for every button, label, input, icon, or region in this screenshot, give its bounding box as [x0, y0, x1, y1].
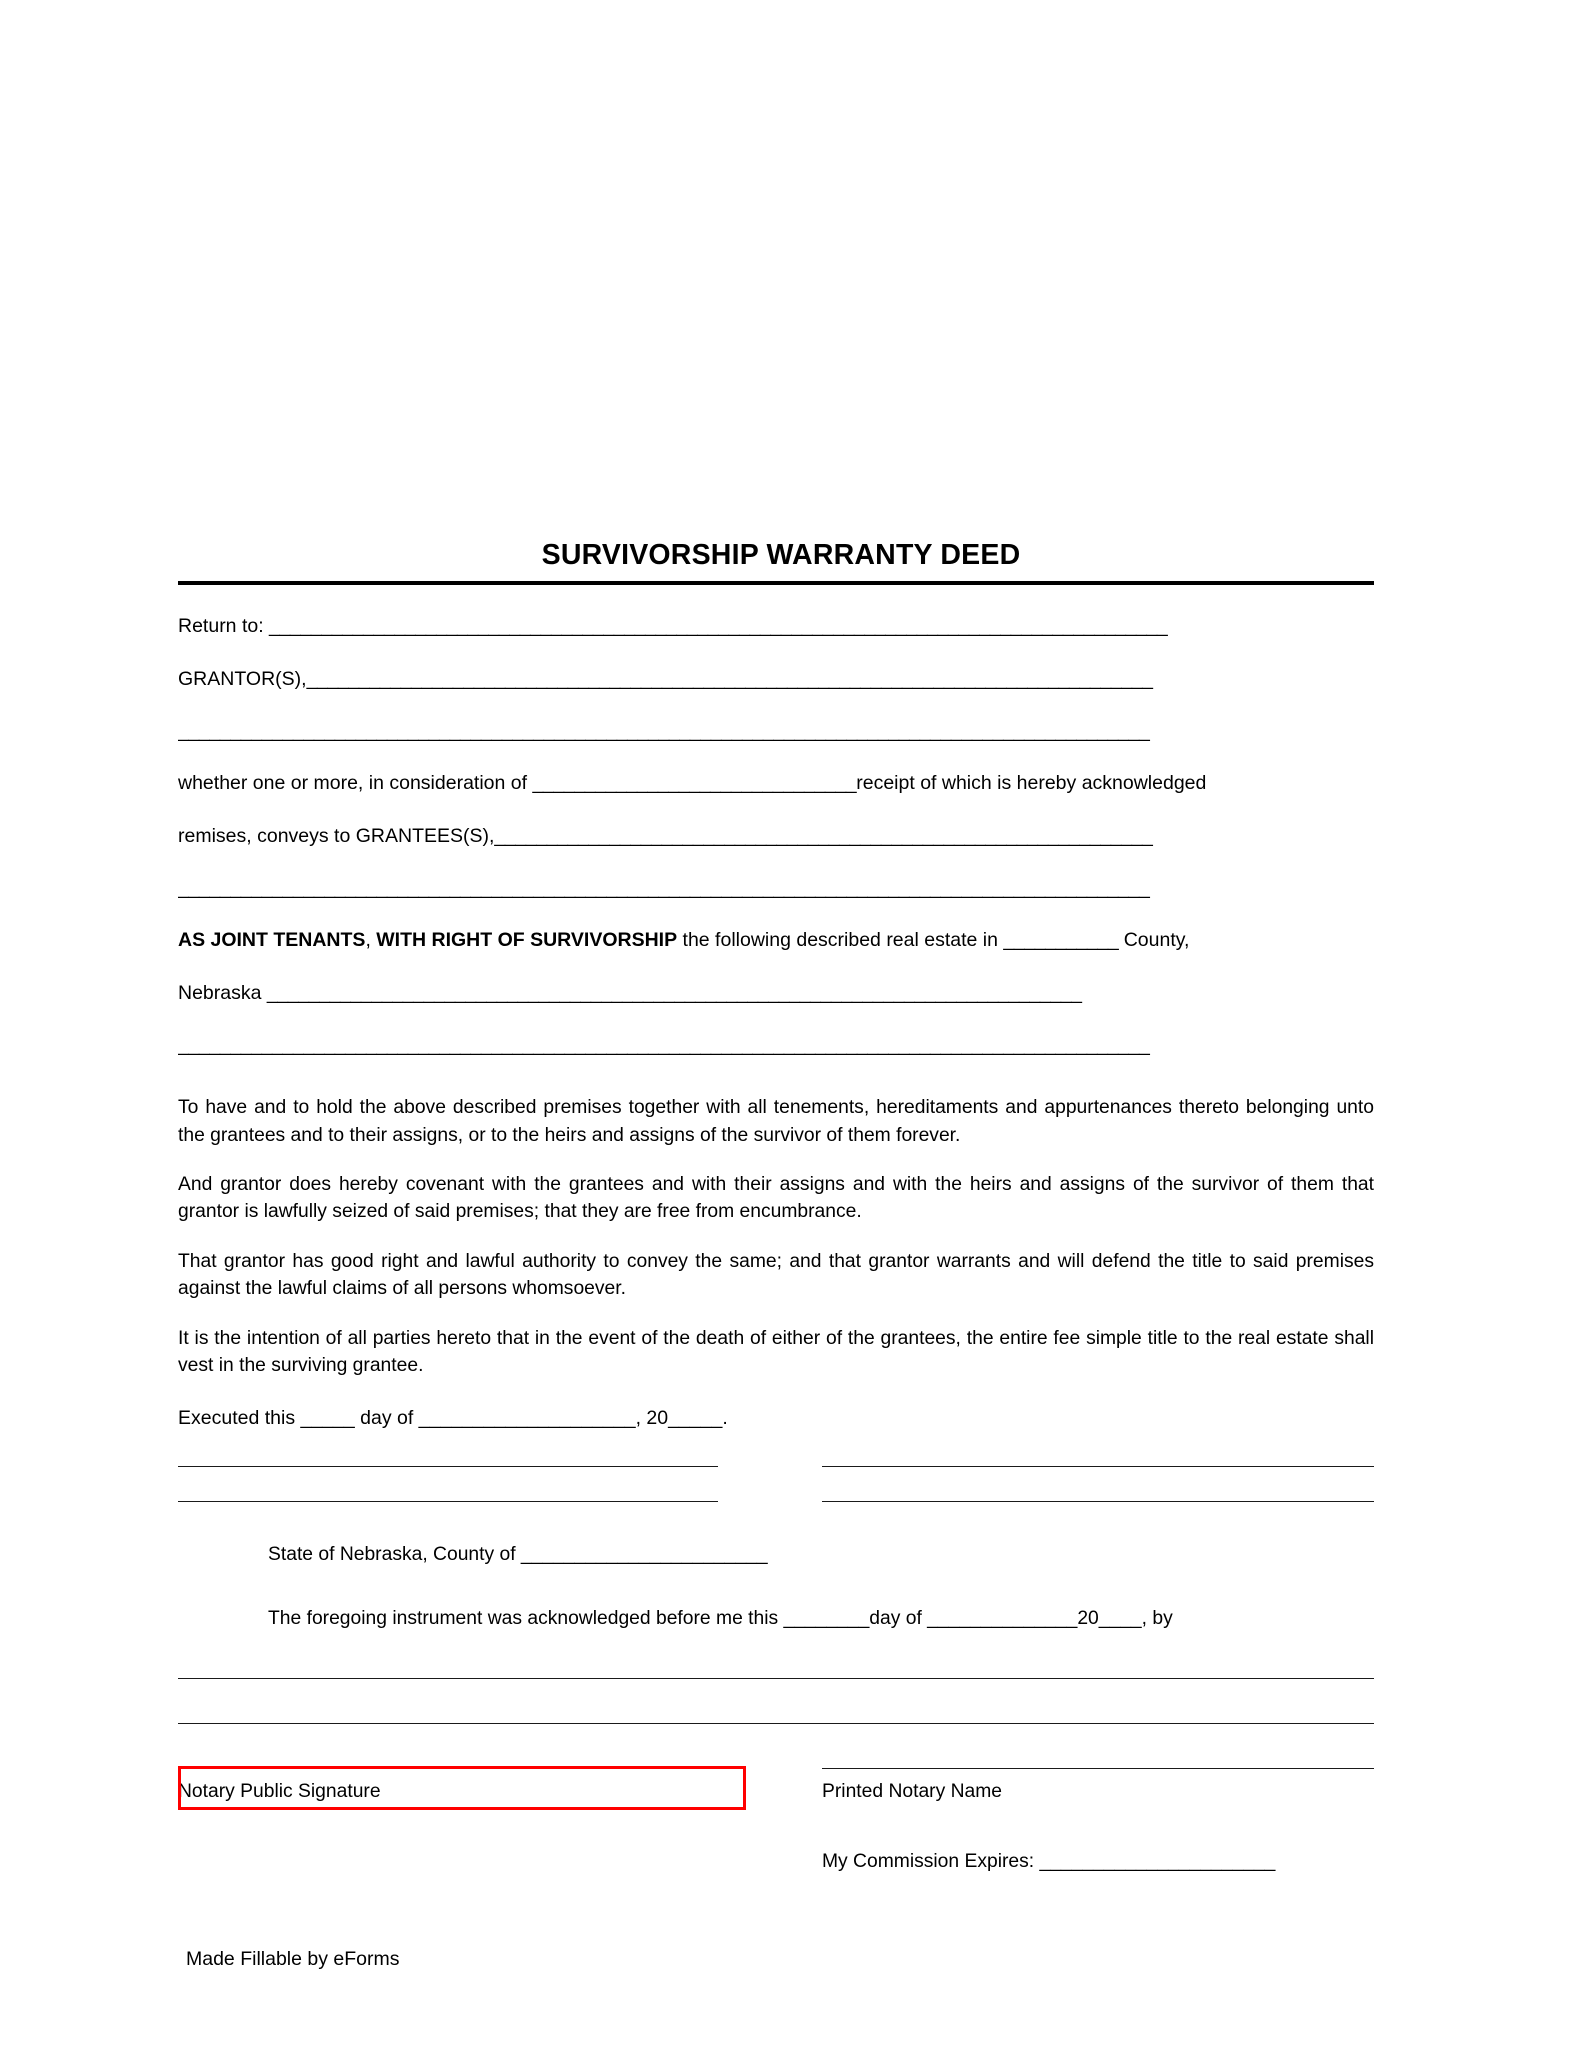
nebraska-blank[interactable]: ______________________________________________________________________________	[266, 981, 1082, 1004]
page-title: SURVIVORSHIP WARRANTY DEED	[541, 539, 1021, 571]
consideration-label: whether one or more, in consideration of	[178, 772, 533, 795]
grantees-line-2	[178, 875, 1374, 901]
deed-body	[178, 540, 1374, 1873]
joint-tenants-line	[178, 927, 1374, 953]
grantors-line-2	[178, 718, 1374, 744]
grantees-blank[interactable]: _______________________________________________________________	[494, 824, 1153, 847]
notary-signature-label: Notary Public Signature	[178, 1780, 381, 1802]
grantor-signature-rule-left-2[interactable]	[178, 1501, 718, 1502]
county-word: County,	[1118, 929, 1190, 952]
printed-notary-name-rule[interactable]	[822, 1768, 1374, 1769]
return-to-line	[178, 613, 1374, 639]
return-to-blank[interactable]: ______________________________________________________________________________________	[269, 615, 1168, 638]
state-county-line[interactable]: State of Nebraska, County of _______________________	[268, 1543, 768, 1565]
consideration-line	[178, 770, 1374, 796]
grantor-signature-rule-left-1[interactable]	[178, 1466, 718, 1467]
paragraph-survivorship-intent: It is the intention of all parties hereto that in the event of the death of either of the grantees, the entire fee simple title to the real estate shall vest in the surviving grantee.	[178, 1327, 1374, 1376]
nebraska-label: Nebraska	[178, 981, 267, 1004]
printed-notary-name-label: Printed Notary Name	[822, 1780, 1003, 1802]
grantor-signature-rules-row-1	[178, 1466, 1374, 1467]
notary-block	[178, 1542, 1374, 1632]
spacer	[178, 1080, 1374, 1094]
paragraph-warranty: That grantor has good right and lawful authority to convey the same; and that grantor warrants and will defend the title to said premises against the lawful claims of all persons whomsoever.	[178, 1250, 1374, 1300]
grantees-blank-2[interactable]: _____________________________________________________________________________________________	[178, 876, 1150, 899]
grantors-blank-2[interactable]: _____________________________________________________________________________________________	[178, 719, 1150, 742]
paragraph-covenant: And grantor does hereby covenant with the grantees and with their assigns and with the heirs and assigns of the survivor of them that grantor is lawfully seized of said premises; that they are free from encumbrance.	[178, 1173, 1374, 1223]
title-divider	[178, 581, 1374, 585]
notary-text-rule-2[interactable]	[178, 1723, 1374, 1724]
grantees-line	[178, 823, 1374, 849]
grantors-blank[interactable]: _________________________________________________________________________________	[306, 667, 1153, 690]
footer-credit: Made Fillable by eForms	[186, 1948, 400, 1970]
joint-tenants-rest: the following described real estate in	[677, 929, 1004, 952]
nebraska-blank-2[interactable]: _____________________________________________________________________________________________	[178, 1033, 1150, 1056]
executed-line[interactable]: Executed this _____ day of ____________________, 20_____.	[178, 1407, 728, 1430]
paragraph-to-have-and-to-hold: To have and to hold the above described premises together with all tenements, hereditaments and appurtenances thereto belonging unto the grantees and to their assigns, or to the heirs and assigns of the survivor of them forever.	[178, 1097, 1374, 1146]
grantor-signature-rule-right-2[interactable]	[822, 1501, 1374, 1502]
consideration-suffix: receipt of which is hereby acknowledged	[856, 772, 1207, 795]
nebraska-line	[178, 980, 1374, 1006]
grantor-signature-rules-row-2	[178, 1501, 1374, 1502]
grantees-label: remises, conveys to GRANTEES(S),	[178, 824, 495, 847]
nebraska-line-2	[178, 1032, 1374, 1058]
grantors-label: GRANTOR(S),	[178, 667, 307, 690]
joint-tenants-comma: ,	[365, 929, 377, 952]
county-blank[interactable]: ___________	[1003, 929, 1119, 952]
return-to-label: Return to:	[178, 615, 270, 638]
acknowledgement-line[interactable]: The foregoing instrument was acknowledged before me this ________day of ______________20____, by	[268, 1607, 1173, 1629]
grantors-line	[178, 666, 1374, 692]
commission-expires-line[interactable]: My Commission Expires: ______________________	[822, 1850, 1276, 1872]
notary-text-rule-1[interactable]	[178, 1678, 1374, 1679]
notary-signature-field[interactable]	[178, 1766, 746, 1810]
grantor-signature-rule-right-1[interactable]	[822, 1466, 1374, 1467]
consideration-blank[interactable]: _______________________________	[532, 772, 857, 795]
survivorship-emphasis: WITH RIGHT OF SURVIVORSHIP	[376, 929, 678, 952]
joint-tenants-emphasis: AS JOINT TENANTS	[178, 929, 366, 952]
